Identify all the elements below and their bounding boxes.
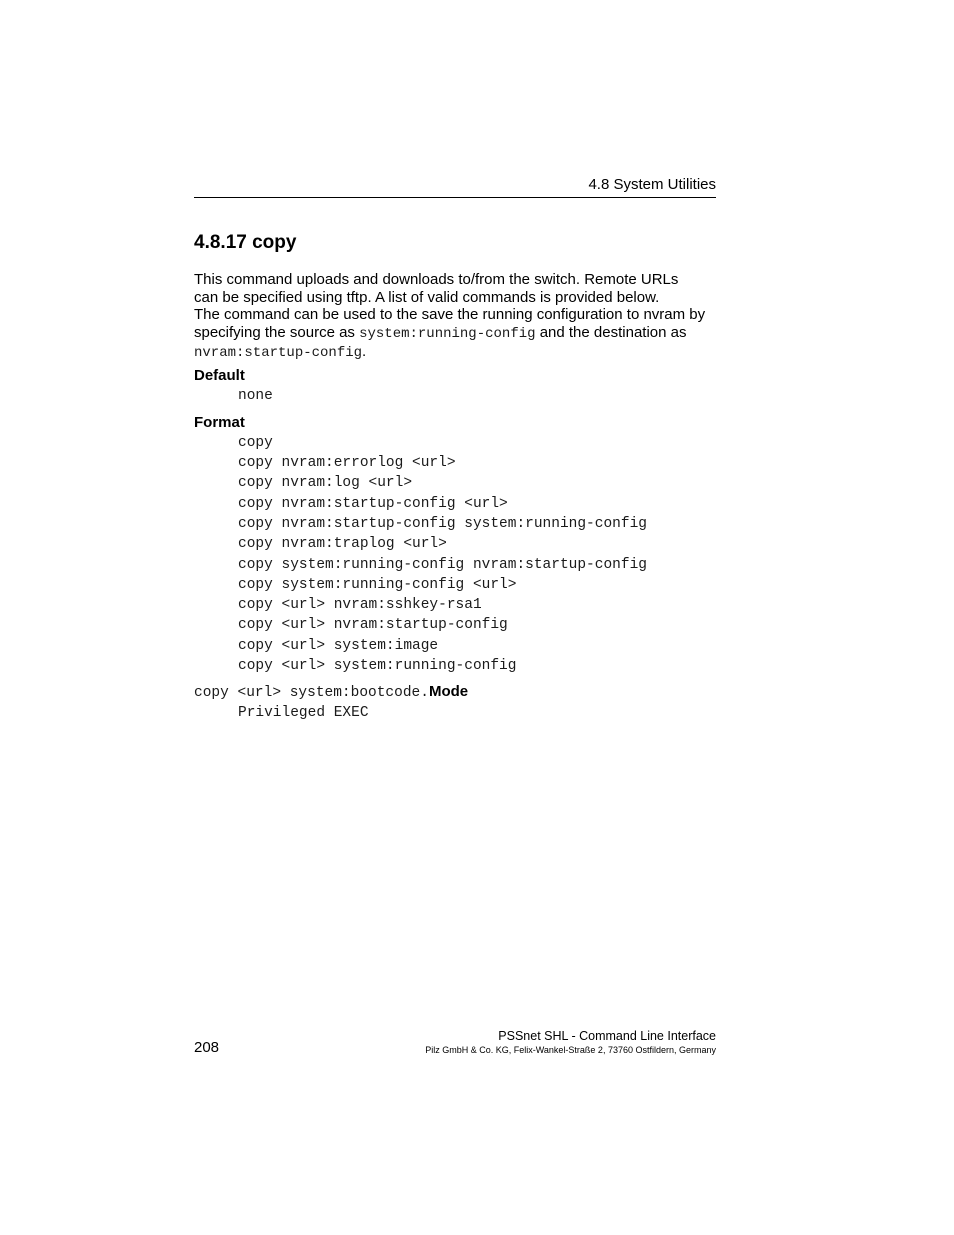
page-number: 208 xyxy=(194,1039,220,1056)
intro-line: can be specified using tftp. A list of valid commands is provided below. xyxy=(194,288,660,306)
format-label: Format xyxy=(194,414,245,431)
company-address: Pilz GmbH & Co. KG, Felix-Wankel-Straße 2, 73760 Ostfildern, Germany xyxy=(425,1045,716,1055)
intro-text: . xyxy=(362,343,367,361)
intro-line xyxy=(194,324,724,344)
section-title: 4.8 System Utilities xyxy=(588,176,716,193)
format-line: copy <url> nvram:startup-config xyxy=(238,617,508,633)
intro-line xyxy=(194,343,724,363)
intro-line: This command uploads and downloads to/from the switch. Remote URLs xyxy=(194,271,679,288)
bootcode-code: copy <url> system:bootcode. xyxy=(194,685,429,701)
intro-text: specifying the source as xyxy=(194,323,360,341)
intro-text: and the destination as xyxy=(535,323,687,341)
format-line: copy <url> system:image xyxy=(238,638,439,654)
default-label: Default xyxy=(194,367,245,384)
format-line: copy system:running-config nvram:startup-config xyxy=(238,557,647,573)
destination-code: nvram:startup-config xyxy=(194,345,363,362)
format-line: copy <url> system:running-config xyxy=(238,658,517,674)
format-line: copy nvram:log <url> xyxy=(238,475,413,491)
running-header xyxy=(194,175,716,198)
format-line: copy nvram:errorlog <url> xyxy=(238,455,456,471)
bootcode-line xyxy=(194,683,468,701)
intro-paragraph xyxy=(194,271,724,363)
footer-info xyxy=(425,1028,716,1056)
format-line: copy nvram:startup-config <url> xyxy=(238,496,508,512)
mode-value: Privileged EXEC xyxy=(238,705,369,721)
default-value: none xyxy=(238,388,273,404)
document-title: PSSnet SHL - Command Line Interface xyxy=(498,1029,716,1043)
format-line: copy nvram:startup-config system:running-config xyxy=(238,516,647,532)
intro-line: The command can be used to the save the running configuration to nvram by xyxy=(194,306,706,324)
source-code: system:running-config xyxy=(359,325,536,342)
format-line: copy system:running-config <url> xyxy=(238,577,517,593)
mode-label: Mode xyxy=(428,683,469,700)
page-heading: 4.8.17 copy xyxy=(194,232,297,253)
format-line: copy nvram:traplog <url> xyxy=(238,536,447,552)
format-line: copy <url> nvram:sshkey-rsa1 xyxy=(238,597,482,613)
format-line: copy xyxy=(238,435,273,451)
